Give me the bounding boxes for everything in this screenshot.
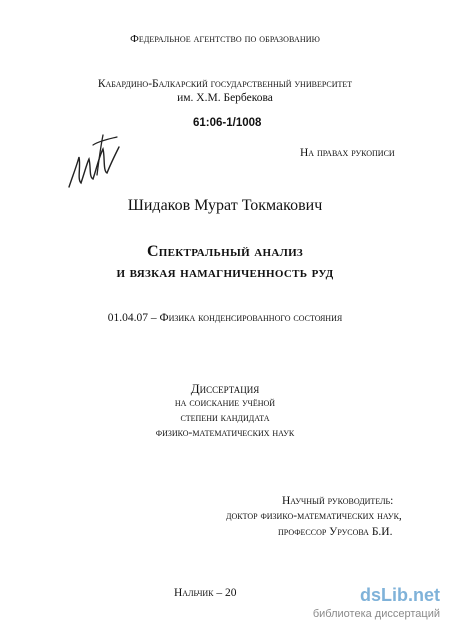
document-type-label: Диссертация: [190, 381, 260, 396]
agency-name: Федеральное агентство по образованию: [130, 33, 320, 45]
dissertation-title-line1: Спектральный анализ: [146, 243, 304, 260]
specialty-code: 01.04.07 – Физика конденсированного состояния: [107, 312, 343, 324]
handwritten-signature: [63, 127, 125, 199]
supervisor-name: профессор Урусова Б.И.: [278, 526, 393, 538]
degree-line2: степени кандидата: [180, 412, 270, 424]
university-name-line2: им. Х.М. Бербекова: [177, 92, 273, 104]
dslib-watermark[interactable]: [313, 585, 440, 620]
manuscript-rights-label: На правах рукописи: [300, 147, 395, 159]
library-code: 61:06-1/1008: [193, 117, 262, 129]
supervisor-degree: доктор физико-математических наук,: [226, 510, 402, 522]
degree-line3: физико-математических наук: [155, 427, 295, 439]
degree-line1: на соискание учёной: [174, 397, 276, 409]
supervisor-label: Научный руководитель:: [282, 495, 394, 507]
author-name: Шидаков Мурат Токмакович: [127, 197, 323, 214]
dissertation-title-line2: и вязкая намагниченность руд: [116, 264, 334, 281]
watermark-tagline: библиотека диссертаций: [312, 608, 440, 620]
city-year: Нальчик – 20: [174, 587, 237, 599]
university-name-line1: Кабардино-Балкарский государственный университет: [97, 78, 353, 90]
watermark-logo[interactable]: dsLib.net: [360, 585, 440, 605]
